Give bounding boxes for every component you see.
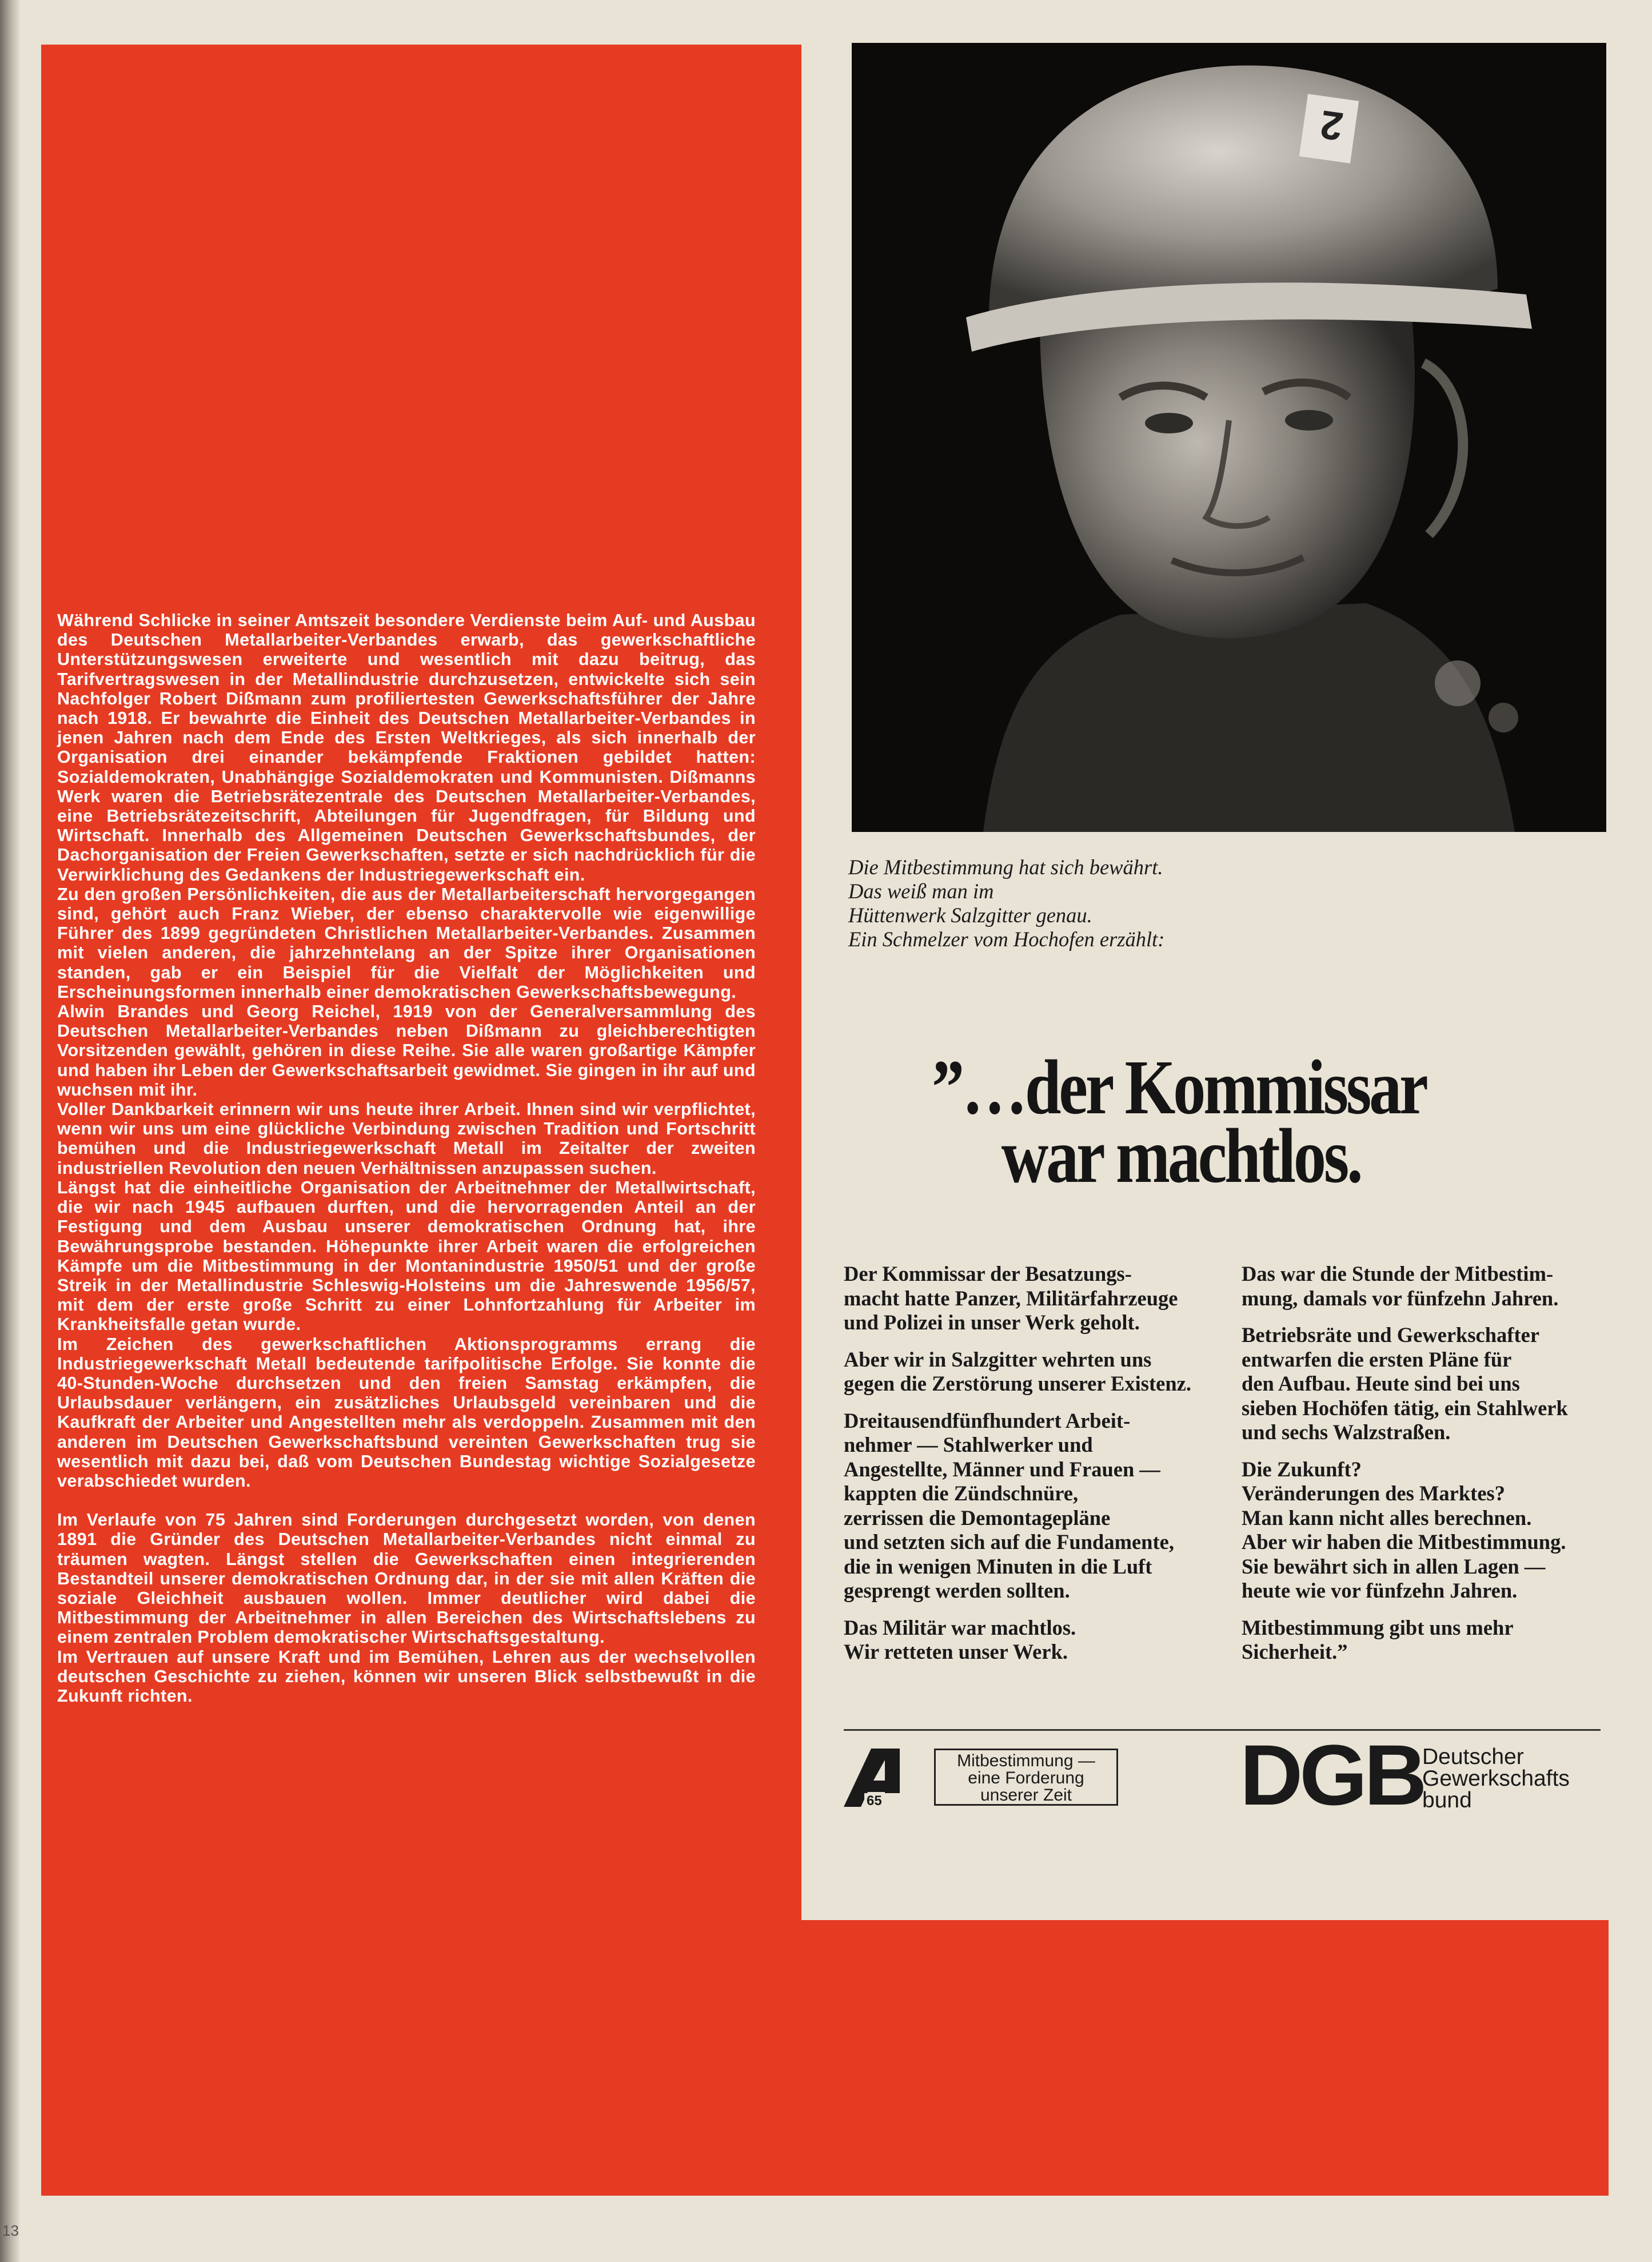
advert-column-right xyxy=(1242,1262,1613,1677)
text-line: Das war die Stunde der Mitbestim- xyxy=(1242,1262,1554,1285)
text-line: Das Militär war machtlos. xyxy=(844,1615,1076,1639)
caption-line: Ein Schmelzer vom Hochofen erzählt: xyxy=(848,927,1165,951)
text-line: Wir retteten unser Werk. xyxy=(844,1640,1068,1663)
advert-headline xyxy=(932,1045,1498,1199)
text-line: Dreitausendfünfhundert Arbeit- xyxy=(844,1408,1131,1432)
text-line: und Polizei in unser Werk geholt. xyxy=(844,1311,1140,1334)
text-line: Aber wir in Salzgitter wehrten uns xyxy=(844,1347,1152,1371)
text-line: macht hatte Panzer, Militärfahrzeuge xyxy=(844,1286,1178,1310)
text-line: und sechs Walzstraßen. xyxy=(1242,1420,1451,1444)
ig-metall-a-icon xyxy=(844,1747,900,1808)
text-line: Sie bewährt sich in allen Lagen — xyxy=(1242,1554,1546,1578)
text-line: Die Zukunft? xyxy=(1242,1457,1362,1481)
article-paragraph: Im Vertrauen auf unsere Kraft und im Bemühen, Lehren aus der wechselvollen deutschen Geschichte zu ziehen, können wir unseren Blick selbstbewußt in die Zukunft richten. xyxy=(57,1647,756,1706)
text-line: Aber wir haben die Mitbestimmung. xyxy=(1242,1530,1566,1554)
dgb-full-name xyxy=(1422,1746,1605,1811)
article-paragraph: Zu den großen Persönlichkeiten, die aus der Metallarbeiterschaft hervorgegangen sind, gehört auch Franz Wieber, der ebenso charaktervolle wie eigenwillige Führer des 1899 gegründeten Christlichen Metallarbeiter-Verbandes. Zusammen mit vielen anderen, die jahrzehntelang an der Spitze ihrer Organisationen standen, gab er ein Beispiel für die Vielfalt der Möglichkeiten und Erscheinungsformen innerhalb einer demokratischen Gewerkschaftsbewegung. xyxy=(57,884,756,1002)
text-line: Man kann nicht alles berechnen. xyxy=(1242,1506,1532,1530)
page-number: 13 xyxy=(2,2222,19,2239)
slogan-line: unserer Zeit xyxy=(980,1786,1072,1805)
ig-logo-number: 65 xyxy=(867,1793,882,1808)
dgb-name-line: bund xyxy=(1422,1788,1472,1813)
advert-paragraph xyxy=(1242,1616,1613,1664)
headline-line-2: war machtlos. xyxy=(1001,1113,1361,1199)
text-line: Veränderungen des Marktes? xyxy=(1242,1482,1505,1505)
advert-paragraph xyxy=(1242,1323,1613,1445)
text-line: heute wie vor fünfzehn Jahren. xyxy=(1242,1579,1518,1602)
text-line: zerrissen die Demontagepläne xyxy=(844,1506,1111,1530)
article-paragraph: Im Verlaufe von 75 Jahren sind Forderungen durchgesetzt worden, von denen 1891 die Gründer des Deutschen Metallarbeiter-Verbandes nicht einmal zu träumen wagten. Längst stellen die Gewerkschaften einen integrierenden Bestandteil unserer demokratischen Ordnung dar, in der sie mit allen Kräften die soziale Gleichheit ausbauen wollen. Immer deutlicher wird dabei die Mitbestimmung der Arbeitnehmer in allen Bereichen des Wirtschaftslebens zu einem zentralen Problem demokratischer Wirtschaftsgestaltung. xyxy=(57,1510,756,1647)
ig-metall-logo xyxy=(844,1747,900,1808)
text-line: Betriebsräte und Gewerkschafter xyxy=(1242,1323,1540,1347)
text-line: mung, damals vor fünfzehn Jahren. xyxy=(1242,1286,1559,1310)
worker-portrait-photo xyxy=(852,43,1606,832)
dgb-logo: DGB xyxy=(1239,1727,1424,1823)
text-line: Angestellte, Männer und Frauen — xyxy=(844,1457,1160,1481)
portrait-illustration xyxy=(852,43,1606,832)
text-line: Mitbestimmung gibt uns mehr xyxy=(1242,1615,1514,1639)
caption-line: Das weiß man im xyxy=(848,879,994,903)
article-paragraph: Längst hat die einheitliche Organisation der Arbeitnehmer der Metallwirtschaft, die wir nach 1945 aufbauen durften, und die hervorragenden Anteil an der Festigung und dem Ausbau unserer demokratischen Ordnung hat, ihre Bewährungsprobe bestanden. Höhepunkte ihrer Arbeit waren die erfolgreichen Kämpfe um die Mitbestimmung in der Montanindustrie 1950/51 und der große Streik in der Metallindustrie Schleswig-Holsteins um die Jahreswende 1956/57, mit dem der erste große Schritt zu einer Lohnfortzahlung für Arbeiter im Krankheitsfalle getan wurde. xyxy=(57,1177,756,1335)
caption-line: Die Mitbestimmung hat sich bewährt. xyxy=(848,855,1163,879)
dgb-name-line: Gewerkschafts xyxy=(1422,1766,1570,1791)
advert-paragraph xyxy=(844,1262,1215,1335)
footer-rule xyxy=(844,1729,1601,1731)
book-spine-shadow xyxy=(0,0,19,2262)
advert-paragraph xyxy=(844,1616,1215,1664)
headline-line-1: ”…der Kommissar xyxy=(932,1045,1426,1130)
slogan-box xyxy=(934,1749,1118,1806)
text-line: sieben Hochöfen tätig, ein Stahlwerk xyxy=(1242,1396,1568,1420)
slogan-line: Mitbestimmung — xyxy=(957,1751,1095,1770)
article-paragraph: Alwin Brandes und Georg Reichel, 1919 von der Generalversammlung des Deutschen Metallarbeiter-Verbandes neben Dißmann zu gleichberechtigten Vorsitzenden gewählt, gehören in diese Reihe. Sie alle waren großartige Kämpfer und haben ihr Leben der Gewerkschaftsarbeit gewidmet. Sie gingen in ihr auf und wuchsen mit ihr. xyxy=(57,1002,756,1100)
text-line: die in wenigen Minuten in die Luft xyxy=(844,1554,1152,1578)
text-line: entwarfen die ersten Pläne für xyxy=(1242,1347,1512,1371)
advert-column-left xyxy=(844,1262,1215,1677)
left-article xyxy=(57,611,756,1706)
article-paragraph: Voller Dankbarkeit erinnern wir uns heute ihrer Arbeit. Ihnen sind wir verpflichtet, wenn wir uns um eine glückliche Verbindung zwischen Tradition und Fortschritt bemühen und die Industriegewerkschaft Metall im Zeitalter der zweiten industriellen Revolution den neuen Verhältnissen anzupassen suchen. xyxy=(57,1100,756,1178)
advert-paragraph xyxy=(1242,1262,1613,1311)
article-paragraph: Während Schlicke in seiner Amtszeit besondere Verdienste beim Auf- und Ausbau des Deutschen Metallarbeiter-Verbandes erwarb, das gewerkschaftliche Unterstützungswesen erweiterte und wesentlich mit dazu beitrug, das Tarifvertragswesen in der Metallindustrie durchzusetzen, entwickelte sich sein Nachfolger Robert Dißmann zum profiliertesten Gewerkschaftsführer der Jahre nach 1918. Er bewahrte die Einheit des Deutschen Metallarbeiter-Verbandes in jenen Jahren nach dem Ende des Ersten Weltkrieges, als sich innerhalb der Organisation drei einander bekämpfende Fraktionen gebildet hatten: Sozialdemokraten, Unabhängige Sozialdemokraten und Kommunisten. Dißmanns Werk waren die Betriebsrätezentrale des Deutschen Metallarbeiter-Verbandes, eine Betriebsrätezeitschrift, Abteilungen für Jugendfragen, für Bildung und Wirtschaft. Innerhalb des Allgemeinen Deutschen Gewerkschaftsbundes, der Dachorganisation der Freien Gewerkschaften, setzte er sich nachdrücklich für die Verwirklichung des Gedankens der Industriegewerkschaft ein. xyxy=(57,611,756,885)
article-paragraph: Im Zeichen des gewerkschaftlichen Aktionsprogramms errang die Industriegewerkschaft Metall bedeutende tarifpolitische Erfolge. Sie konnte die 40-Stunden-Woche durchsetzen und den freien Samstag erkämpfen, die Urlaubsdauer verlängern, ein zusätzliches Urlaubsgeld vereinbaren und die Kaufkraft der Arbeiter und Angestellten mehr als verdoppeln. Zusammen mit den anderen im Deutschen Gewerkschaftsbund vereinten Gewerkschaften trug sie wesentlich mit dazu bei, daß vom Deutschen Bundestag wichtige Sozialgesetze verabschiedet wurden. xyxy=(57,1334,756,1491)
red-bottom-band xyxy=(801,1920,1609,2196)
dgb-name-line: Deutscher xyxy=(1422,1745,1524,1769)
slogan-line: eine Forderung xyxy=(968,1769,1084,1787)
text-line: gegen die Zerstörung unserer Existenz. xyxy=(844,1372,1191,1395)
text-line: Sicherheit.” xyxy=(1242,1640,1348,1663)
text-line: gesprengt werden sollten. xyxy=(844,1579,1070,1602)
advert-paragraph xyxy=(844,1348,1215,1396)
text-line: kappten die Zündschnüre, xyxy=(844,1482,1079,1505)
photo-caption xyxy=(848,855,1283,951)
text-line: nehmer — Stahlwerker und xyxy=(844,1433,1093,1456)
advert-paragraph xyxy=(1242,1457,1613,1603)
text-line: und setzten sich auf die Fundamente, xyxy=(844,1530,1174,1554)
caption-line: Hüttenwerk Salzgitter genau. xyxy=(848,903,1092,927)
text-line: Der Kommissar der Besatzungs- xyxy=(844,1262,1132,1285)
text-line: den Aufbau. Heute sind bei uns xyxy=(1242,1372,1520,1395)
advert-paragraph xyxy=(844,1409,1215,1603)
svg-text:2: 2 xyxy=(1317,102,1346,149)
